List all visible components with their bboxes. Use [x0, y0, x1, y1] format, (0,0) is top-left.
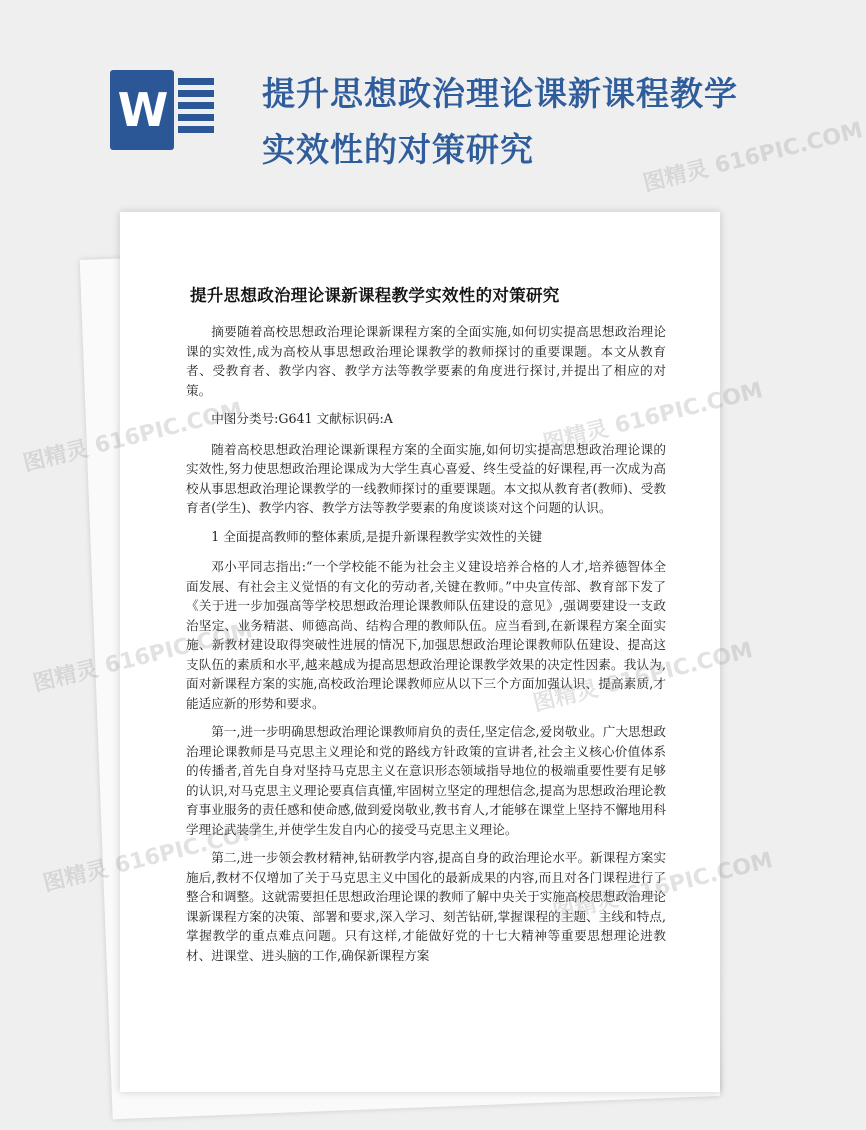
page-title: 提升思想政治理论课新课程教学实效性的对策研究 — [190, 286, 560, 305]
body-paragraph: 第二,进一步领会教材精神,钻研教学内容,提高自身的政治理论水平。新课程方案实施后,教材不仅增加了关于马克思主义中国化的最新成果的内容,而且对各门课程进行了整合和调整。这就需要担任思想政治理论课的教师了解中央关于实施高校思想政治理论课新课程方案的决策、部署和要求,深入学习、刻苦钻研,掌握课程的主题、主线和特点,掌握教学的重点难点问题。只有这样,才能做好党的十七大精神等重要思想理论进教材、进课堂、进头脑的工作,确保新课程方案 — [186, 850, 666, 963]
watermark: 图精灵 616PIC.COM — [540, 378, 766, 457]
word-icon-lines — [178, 78, 214, 142]
body-paragraph: 第一,进一步明确思想政治理论课教师肩负的责任,坚定信念,爱岗敬业。广大思想政治理论课教师是马克思主义理论和党的路线方针政策的宣讲者,社会主义核心价值体系的传播者,首先自身对坚持马克思主义在意识形态领域指导地位的极端重要性要有足够的认识,对马克思主义理论要真信真懂,牢固树立坚定的理想信念,提高为思想政治理论教育事业服务的责任感和使命感,做到爱岗敬业,教书育人,才能够在课堂上坚持不懈地用科学理论武装学生,并使学生发自内心的接受马克思主义理论。 — [186, 724, 666, 837]
watermark: 图精灵 616PIC.COM — [30, 618, 256, 697]
section-heading: 1 全面提高教师的整体素质,是提升新课程教学实效性的关键 — [211, 528, 543, 544]
abstract-paragraph: 摘要随着高校思想政治理论课新课程方案的全面实施,如何切实提高思想政治理论课的实效性,成为高校从事思想政治理论课教学的教师探讨的重要课题。本文从教育者、受教育者、教学内容、教学方法等教学要素的角度进行探讨,并提出了相应的对策。 — [186, 324, 666, 398]
watermark: 图精灵 616PIC.COM — [40, 818, 266, 897]
preview-header — [0, 0, 800, 210]
watermark: 图精灵 616PIC.COM — [530, 638, 756, 717]
body-paragraph: 邓小平同志指出:“一个学校能不能为社会主义建设培养合格的人才,培养德智体全面发展、有社会主义觉悟的有文化的劳动者,关键在教师。”中央宣传部、教育部下发了《关于进一步加强高等学校思想政治理论课教师队伍建设的意见》,强调要建设一支政治坚定、业务精湛、师德高尚、结构合理的教师队伍。应当看到,在新课程方案全面实施、新教材建设取得突破性进展的情况下,加强思想政治理论课教师队伍建设、提高这支队伍的素质和水平,越来越成为提高思想政治理论课教学效果的决定性因素。我认为,面对新课程方案的实施,高校政治理论课教师应从以下三个方面加强认识、提高素质,才能适应新的形势和要求。 — [186, 559, 666, 711]
word-icon-letter: W — [110, 70, 174, 150]
document-page — [120, 212, 720, 1092]
classification-line: 中图分类号:G641 文献标识码:A — [211, 411, 393, 426]
document-body — [186, 322, 666, 974]
watermark: 图精灵 616PIC.COM — [20, 398, 246, 477]
header-title: 提升思想政治理论课新课程教学实效性的对策研究 — [262, 74, 738, 169]
intro-paragraph: 随着高校思想政治理论课新课程方案的全面实施,如何切实提高思想政治理论课的实效性,努力使思想政治理论课成为大学生真心喜爱、终生受益的好课程,再一次成为高校从事思想政治理论课教学的一线教师探讨的重要课题。本文拟从教育者(教师)、受教育者(学生)、教学内容、教学方法等教学要素的角度谈谈对这个问题的认识。 — [186, 441, 666, 515]
word-document-icon — [110, 70, 214, 150]
watermark: 图精灵 616PIC.COM — [640, 118, 866, 197]
watermark: 图精灵 616PIC.COM — [550, 848, 776, 927]
